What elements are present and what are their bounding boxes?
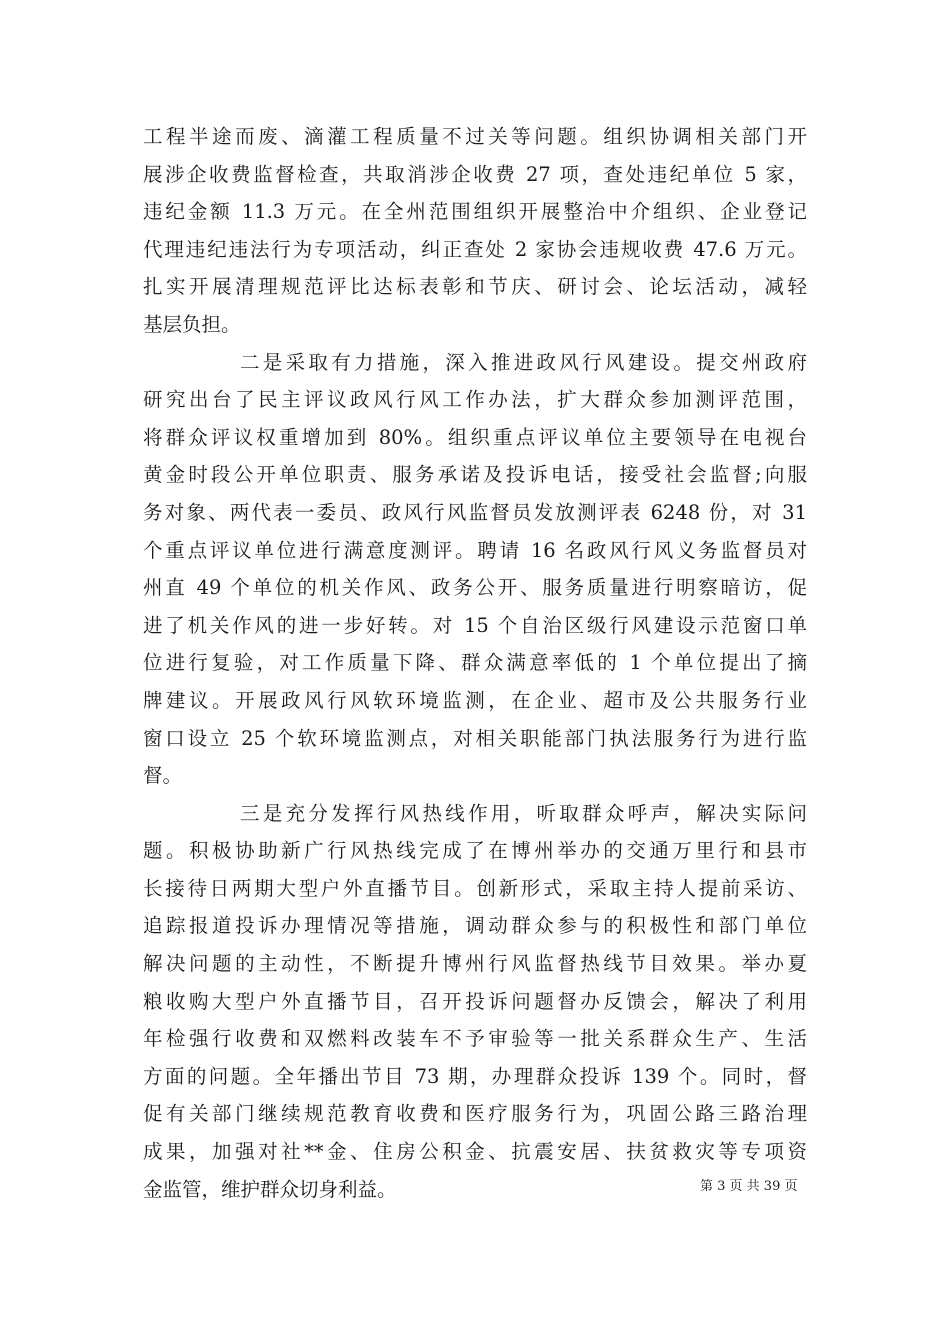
text-line: 窗口设立 25 个软环境监测点，对相关职能部门执法服务行为进行监 [143, 726, 807, 750]
text-line: 促有关部门继续规范教育收费和医疗服务行为，巩固公路三路治理 [143, 1102, 807, 1126]
paragraph-hotline [143, 795, 807, 1209]
text-line: 违纪金额 11.3 万元。在全州范围组织开展整治中介组织、企业登记 [143, 200, 807, 224]
text-line: 务对象、两代表一委员、政风行风监督员发放测评表 6248 份，对 31 [143, 500, 807, 524]
text-line: 三是充分发挥行风热线作用，听取群众呼声，解决实际问 [240, 801, 807, 825]
text-line: 方面的问题。全年播出节目 73 期，办理群众投诉 139 个。同时，督 [143, 1064, 807, 1088]
paragraph-expense-supervision [143, 118, 807, 344]
text-line: 解决问题的主动性，不断提升博州行风监督热线节目效果。举办夏 [143, 952, 807, 976]
text-line: 二是采取有力措施，深入推进政风行风建设。提交州政府 [240, 350, 807, 374]
text-line: 粮收购大型户外直播节目，召开投诉问题督办反馈会，解决了利用 [143, 989, 807, 1013]
text-line: 展涉企收费监督检查，共取消涉企收费 27 项，查处违纪单位 5 家， [143, 162, 807, 186]
text-line: 基层负担。 [143, 312, 241, 336]
text-line: 位进行复验，对工作质量下降、群众满意率低的 1 个单位提出了摘 [143, 651, 807, 675]
text-line: 金监管，维护群众切身利益。 [143, 1177, 397, 1201]
page-number: 第 3 页 共 39 页 [700, 1179, 798, 1194]
text-line: 黄金时段公开单位职责、服务承诺及投诉电话，接受社会监督;向服 [143, 463, 807, 487]
text-line: 进了机关作风的进一步好转。对 15 个自治区级行风建设示范窗口单 [143, 613, 807, 637]
text-line: 工程半途而废、滴灌工程质量不过关等问题。组织协调相关部门开 [143, 125, 807, 148]
text-line: 牌建议。开展政风行风软环境监测，在企业、超市及公共服务行业 [143, 688, 807, 712]
text-line: 研究出台了民主评议政风行风工作办法，扩大群众参加测评范围， [143, 388, 807, 412]
paragraph-style-construction [143, 344, 807, 795]
text-line: 督。 [143, 764, 183, 788]
text-line: 个重点评议单位进行满意度测评。聘请 16 名政风行风义务监督员对 [143, 538, 807, 562]
text-line: 题。积极协助新广行风热线完成了在博州举办的交通万里行和县市 [143, 839, 807, 863]
text-line: 年检强行收费和双燃料改装车不予审验等一批关系群众生产、生活 [143, 1027, 807, 1051]
document-body [143, 118, 807, 1208]
text-line: 将群众评议权重增加到 80%。组织重点评议单位主要领导在电视台 [143, 425, 807, 449]
text-line: 成果，加强对社**金、住房公积金、抗震安居、扶贫救灾等专项资 [143, 1140, 807, 1164]
text-line: 追踪报道投诉办理情况等措施，调动群众参与的积极性和部门单位 [143, 914, 807, 938]
text-line: 扎实开展清理规范评比达标表彰和节庆、研讨会、论坛活动，减轻 [143, 275, 807, 299]
text-line: 长接待日两期大型户外直播节目。创新形式，采取主持人提前采访、 [143, 876, 807, 900]
text-line: 州直 49 个单位的机关作风、政务公开、服务质量进行明察暗访，促 [143, 576, 807, 600]
text-line: 代理违纪违法行为专项活动，纠正查处 2 家协会违规收费 47.6 万元。 [143, 237, 807, 261]
